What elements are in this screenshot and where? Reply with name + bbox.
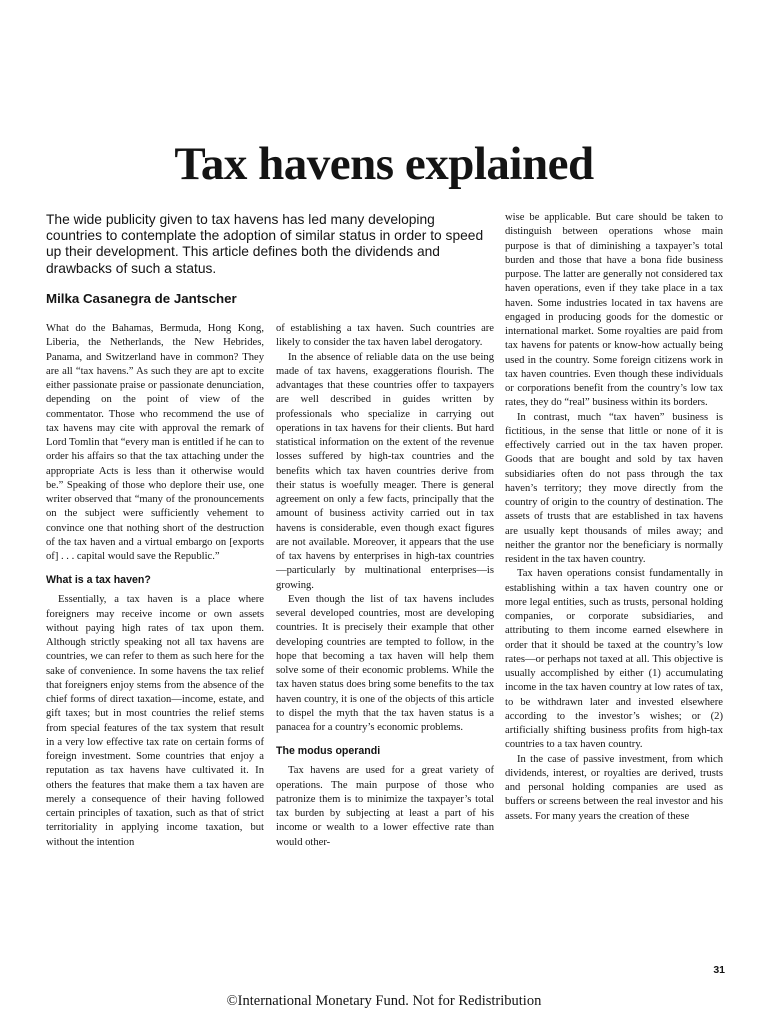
article-title: Tax havens explained [174,138,594,190]
paragraph: What do the Bahamas, Bermuda, Hong Kong, Liberia, the Netherlands, the New Hebrides, Panama, and Switzerland have in common? They are all “tax havens.” As such they are apt to excite either passionate praise or passionate denunciation, depending on the point of view of the commentator. Those who recommend the use of tax havens may cite with approval the remark of Lord Tomlin that “every man is entitled if he can to order his affairs so that the tax attaching under the appropriate Acts is less than it otherwise would be.” Speaking of those who deplore their use, one writer observed that “many of the pronouncements on the subject were sufficiently vehement to convince one that nothing short of the destruction of the tax haven and a virtual embargo on [exports of] . . . capital would save the Republic.” [46,323,264,562]
paragraph: Essentially, a tax haven is a place where foreigners may receive income or own assets without paying high rates of tax upon them. Although strictly speaking not all tax havens are countries, we can refer to them as such here for the sake of convenience. In some havens the tax relief that foreigners enjoy stems from the absence of the chief forms of direct taxation—income, estate, and gift taxes; but in most countries the relief stems from special features of the tax system that result in a very low effective tax rate on certain forms of foreign investment. Some countries that enjoy a reputation as tax havens have cultivated it. In others the features that make them a tax haven are merely a consequence of their having followed certain principles of taxation, such as that of strict territoriality in applying income taxation, but without the intention [46,594,264,848]
page-number: 31 [713,964,725,976]
section-heading: What is a tax haven? [46,574,151,587]
copyright-footer: ©International Monetary Fund. Not for Redistribution [226,993,542,1009]
column-3 [505,211,723,824]
column-1 [46,322,264,850]
column-2 [276,322,494,850]
paragraph: Tax havens are used for a great variety of operations. The main purpose of those who patronize them is to minimize the taxpayer’s total tax burden by subjecting at least a part of his income or wealth to a lower effective rate than would other- [276,765,494,848]
paragraph: Even though the list of tax havens includes several developed countries, most are developing countries. It is precisely their example that other developing countries are tempted to follow, in the hope that becoming a tax haven will help them solve some of their economic problems. While the tax haven status does bring some benefits to the tax haven country, it is one of the objects of this article to dispel the myth that the tax haven status is a panacea for a country’s economic problems. [276,593,495,733]
paragraph: In contrast, much “tax haven” business is fictitious, in the sense that little or none of it is effectively carried out in the tax haven proper. Goods that are bought and sold by tax haven subsidiaries often do not pass through the tax haven’s territory; they move directly from the country of origin to the country of destination. The assets of trusts that are established in tax havens are usually kept thousands of miles away; and neither the grantor nor the beneficiary is normally resident in the tax haven country. [505,411,723,565]
paragraph: In the absence of reliable data on the use being made of tax havens, exaggerations flourish. The advantages that these countries offer to taxpayers are well described in guides written by professionals who specialize in carrying out operations in tax havens for their clients. But hard statistical information on the extent of the revenue losses suffered by high-tax countries and the benefits which tax haven countries derive from their status is woefully meager. There is general agreement on only a few facts, principally that the amount of business activity carried out in tax havens is considerable, even though exact figures are not available. Moreover, it appears that the use of tax havens by enterprises in high-tax countries—particularly by multinational enterprises—is growing. [276,351,494,591]
paragraph: In the case of passive investment, from which dividends, interest, or royalties are derived, trusts and personal holding companies are used as buffers or screens between the real investor and his assets. For many years the creation of these [505,753,723,822]
paragraph: wise be applicable. But care should be taken to distinguish between operations whose main purpose is that of diminishing a taxpayer’s total burden and those that have a bona fide business purpose. The latter are generally not considered tax haven operations, even if they take place in a tax haven. Some industries located in tax havens are engaged in producing goods for the domestic or international market. Some royalties are paid from tax havens for patents or know-how actually being used in the country. Some foreign citizens work in tax haven countries. Even though these individuals or corporations benefit from the country’s low tax rates, they do “real” business within its borders. [505,212,723,409]
paragraph: of establishing a tax haven. Such countries are likely to consider the tax haven label derogatory. [276,323,494,349]
author-byline: Milka Casanegra de Jantscher [46,291,237,306]
section-heading: The modus operandi [276,745,381,758]
article-deck: The wide publicity given to tax havens has led many developing countries to contemplate the adoption of similar status in order to speed up their development. This article defines both the dividends and drawbacks of such a status. [46,212,484,276]
paragraph: Tax haven operations consist fundamentally in establishing within a tax haven country one or more legal entities, such as trusts, personal holding companies, or corporate subsidiaries, and attributing to them income earned elsewhere in order that it should be taxed at the country’s low rates—or perhaps not taxed at all. This objective is usually accomplished by either (1) accumulating income in the tax haven country at low rates of tax, to be withdrawn later and invested elsewhere according to the investor’s wishes; or (2) artificially shifting business profits from high-tax countries to a tax haven country. [505,568,723,751]
